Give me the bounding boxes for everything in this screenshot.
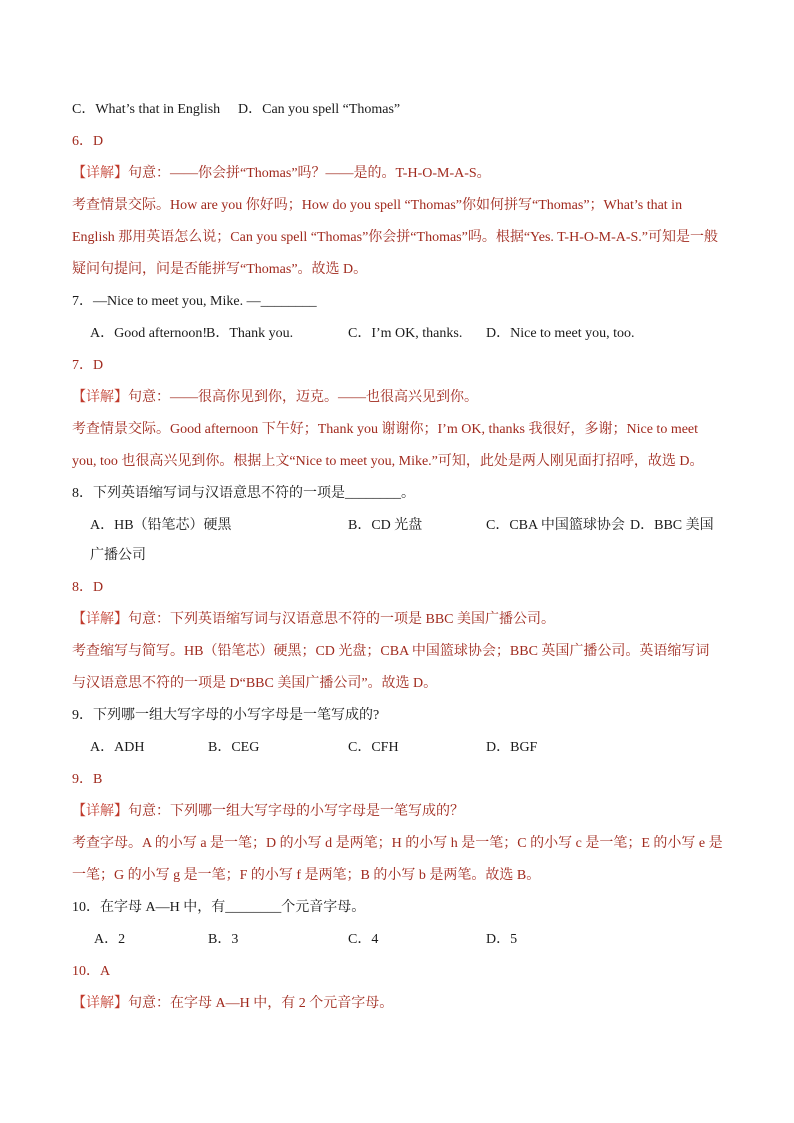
q10-option-a: A．2: [94, 932, 126, 947]
q8-option-a: A．HB（铅笔芯）硬黑: [90, 518, 232, 533]
q10-option-c: C．4: [348, 932, 379, 947]
answer-7: 7．D: [72, 358, 104, 373]
explanation-8-line-1: 【详解】句意：下列英语缩写词与汉语意思不符的一项是 BBC 美国广播公司。: [72, 612, 556, 627]
q8-option-d-continued: 广播公司: [90, 548, 146, 563]
q7-option-d: D．Nice to meet you, too.: [486, 326, 635, 341]
q9-option-d: D．BGF: [486, 740, 538, 755]
q8-option-c: C．CBA 中国篮球协会: [486, 518, 625, 533]
explanation-8-line-2: 考查缩写与简写。HB（铅笔芯）硬黑；CD 光盘；CBA 中国篮球协会；BBC 英国广播公司。英语缩写词: [72, 644, 710, 659]
explanation-7-line-2: 考查情景交际。Good afternoon 下午好；Thank you 谢谢你；I’m OK, thanks 我很好，多谢；Nice to meet: [72, 422, 699, 437]
q8-option-d: D．BBC 美国: [630, 518, 714, 533]
question-9-stem: 9．下列哪一组大写字母的小写字母是一笔写成的?: [72, 708, 380, 723]
question-10-stem: 10．在字母 A—H 中，有________个元音字母。: [72, 900, 366, 915]
q5-option-d: D．Can you spell “Thomas”: [238, 102, 401, 117]
q10-option-d: D．5: [486, 932, 518, 947]
answer-10: 10．A: [72, 964, 111, 979]
explanation-7-line-3: you, too 也很高兴见到你。根据上文“Nice to meet you, Mike.”可知，此处是两人刚见面打招呼，故选 D。: [72, 454, 704, 469]
q9-option-a: A．ADH: [90, 740, 145, 755]
explanation-tag: 【详解】: [72, 996, 128, 1011]
explanation-tag: 【详解】: [72, 390, 128, 405]
explanation-9-line-3: 一笔；G 的小写 g 是一笔；F 的小写 f 是两笔；B 的小写 b 是两笔。故选 B。: [72, 868, 541, 883]
explanation-9-line-1: 【详解】句意：下列哪一组大写字母的小写字母是一笔写成的？: [72, 804, 464, 819]
answer-9: 9．B: [72, 772, 103, 787]
explanation-tag: 【详解】: [72, 166, 128, 181]
explanation-9-line-2: 考查字母。A 的小写 a 是一笔；D 的小写 d 是两笔；H 的小写 h 是一笔；C 的小写 c 是一笔；E 的小写 e 是: [72, 836, 723, 851]
explanation-7-line-1: 【详解】句意：——很高你见到你，迈克。——也很高兴见到你。: [72, 390, 478, 405]
q8-option-b: B．CD 光盘: [348, 518, 423, 533]
q10-option-b: B．3: [208, 932, 239, 947]
answer-8: 8．D: [72, 580, 104, 595]
answer-6: 6．D: [72, 134, 104, 149]
explanation-6-line-1: 【详解】句意：——你会拼“Thomas”吗？——是的。T-H-O-M-A-S。: [72, 166, 491, 181]
q5-option-c: C．What’s that in English: [72, 102, 221, 117]
explanation-tag: 【详解】: [72, 804, 128, 819]
q9-option-c: C．CFH: [348, 740, 399, 755]
q7-option-a: A．Good afternoon!: [90, 326, 208, 341]
q9-option-b: B．CEG: [208, 740, 260, 755]
explanation-6-line-4: 疑问句提问，问是否能拼写“Thomas”。故选 D。: [72, 262, 368, 277]
explanation-tag: 【详解】: [72, 612, 128, 627]
explanation-6-line-3: English 那用英语怎么说；Can you spell “Thomas”你会拼“Thomas”吗。根据“Yes. T-H-O-M-A-S.”可知是一般: [72, 230, 719, 245]
question-8-stem: 8．下列英语缩写词与汉语意思不符的一项是________。: [72, 486, 415, 501]
q7-option-c: C．I’m OK, thanks.: [348, 326, 463, 341]
q7-option-b: B．Thank you.: [206, 326, 294, 341]
explanation-10-line-1: 【详解】句意：在字母 A—H 中，有 2 个元音字母。: [72, 996, 394, 1011]
question-7-stem: 7．—Nice to meet you, Mike. —________: [72, 294, 317, 309]
explanation-6-line-2: 考查情景交际。How are you 你好吗；How do you spell “Thomas”你如何拼写“Thomas”；What’s that in: [72, 198, 683, 213]
explanation-8-line-3: 与汉语意思不符的一项是 D“BBC 美国广播公司”。故选 D。: [72, 676, 438, 691]
